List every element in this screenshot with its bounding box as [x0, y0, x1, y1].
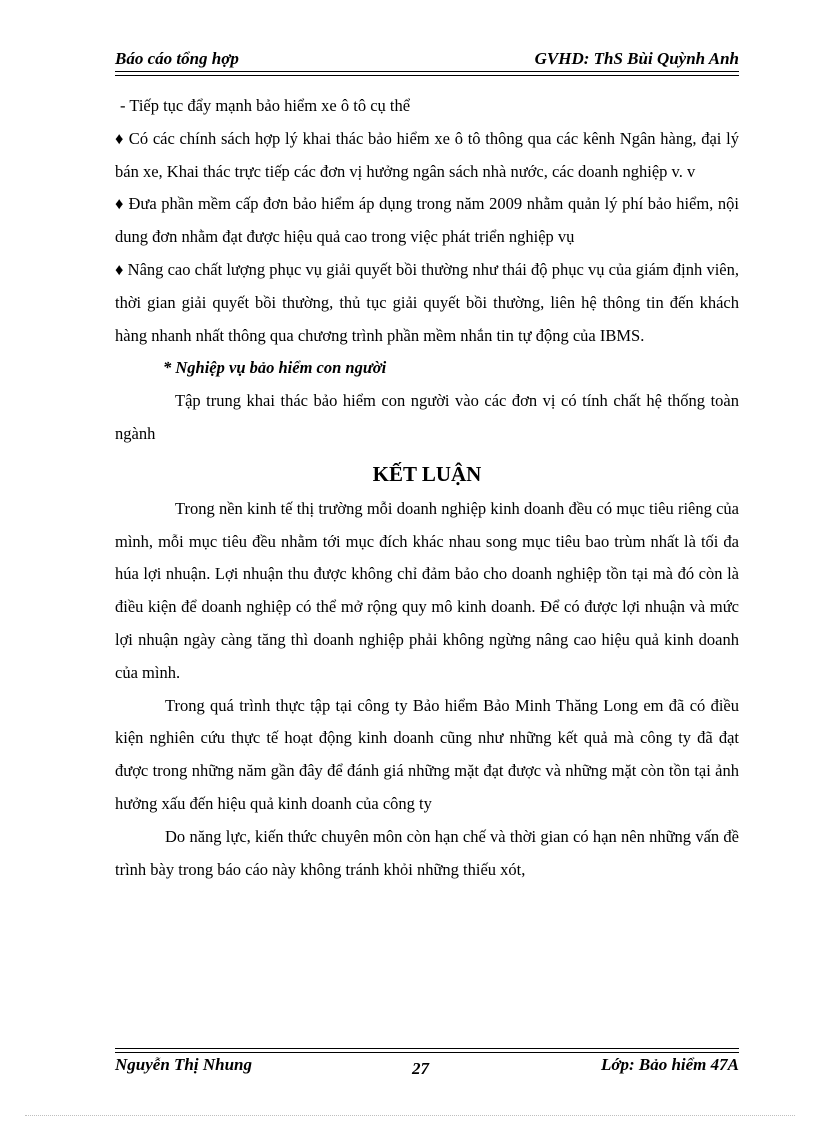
- page-footer: [115, 1053, 739, 1079]
- paragraph-bullet-service: ♦ Nâng cao chất lượng phục vụ giải quyết bồi thường như thái độ phục vụ của giám định viên, thời gian giải quyết bồi thường, thủ tục giải quyết bồi thường, liên hệ thông tin đến khách hàng nhanh nhất thông qua chương trình phần mềm nhắn tin tự động của IBMS.: [115, 259, 739, 345]
- paragraph-life-insurance: Tập trung khai thác bảo hiểm con người vào các đơn vị có tính chất hệ thống toàn ngành: [115, 391, 739, 443]
- paragraph-conclusion-2: Trong quá trình thực tập tại công ty Bảo hiểm Bảo Minh Thăng Long em đã có điều kiện nghiên cứu thực tế hoạt động kinh doanh cũng như những kết quả mà công ty đã đạt được trong những năm gần đây để đánh giá những mặt đạt được và những mặt còn tồn tại ảnh hưởng xấu đến hiệu quả kinh doanh của công ty: [115, 695, 739, 813]
- page-number: 27: [412, 1059, 429, 1078]
- header-rule-thin: [115, 75, 739, 76]
- page-header: [115, 47, 739, 71]
- footer-class: Lớp: Bảo hiểm 47A: [600, 1055, 739, 1074]
- footer-rule-thick: [115, 1048, 739, 1049]
- page-body: [115, 90, 739, 886]
- subheading-life-insurance: * Nghiệp vụ bảo hiểm con người: [163, 358, 387, 378]
- section-heading-conclusion: KẾT LUẬN: [372, 461, 482, 486]
- header-rule-thick: [115, 71, 739, 72]
- header-report-title: Báo cáo tổng hợp: [115, 49, 239, 68]
- paragraph-bullet-channels: ♦ Có các chính sách hợp lý khai thác bảo hiểm xe ô tô thông qua các kênh Ngân hàng, đại lý bán xe, Khai thác trực tiếp các đơn vị hưởng ngân sách nhà nước, các doanh nghiệp v. v: [115, 128, 739, 181]
- paragraph-conclusion-1: Trong nền kinh tế thị trường mỗi doanh nghiệp kinh doanh đều có mục tiêu riêng của mình, mỗi mục tiêu đều nhằm tới mục đích khác nhau song mục tiêu bao trùm nhất là tối đa húa lợi nhuận. Lợi nhuận thu được không chỉ đảm bảo cho doanh nghiệp tồn tại mà đó còn là điều kiện để doanh nghiệp có thể mở rộng quy mô kinh doanh. Để có được lợi nhuận và mức lợi nhuận ngày càng tăng thì doanh nghiệp phải không ngừng nâng cao hiệu quả kinh doanh của mình.: [115, 498, 739, 682]
- header-supervisor: GVHD: ThS Bùi Quỳnh Anh: [534, 49, 739, 68]
- paragraph-car-insurance: - Tiếp tục đẩy mạnh bảo hiểm xe ô tô cụ thể: [120, 96, 411, 115]
- bottom-dotted-line: [25, 1115, 795, 1116]
- paragraph-bullet-software: ♦ Đưa phần mềm cấp đơn bảo hiểm áp dụng trong năm 2009 nhằm quản lý phí bảo hiểm, nội dung đơn nhằm đạt được hiệu quả cao trong việc phát triển nghiệp vụ: [115, 194, 739, 247]
- footer-author: Nguyễn Thị Nhung: [115, 1055, 252, 1074]
- paragraph-conclusion-3: Do năng lực, kiến thức chuyên môn còn hạn chế và thời gian có hạn nên những vấn đề trình bày trong báo cáo này không tránh khỏi những thiếu xót,: [115, 826, 739, 879]
